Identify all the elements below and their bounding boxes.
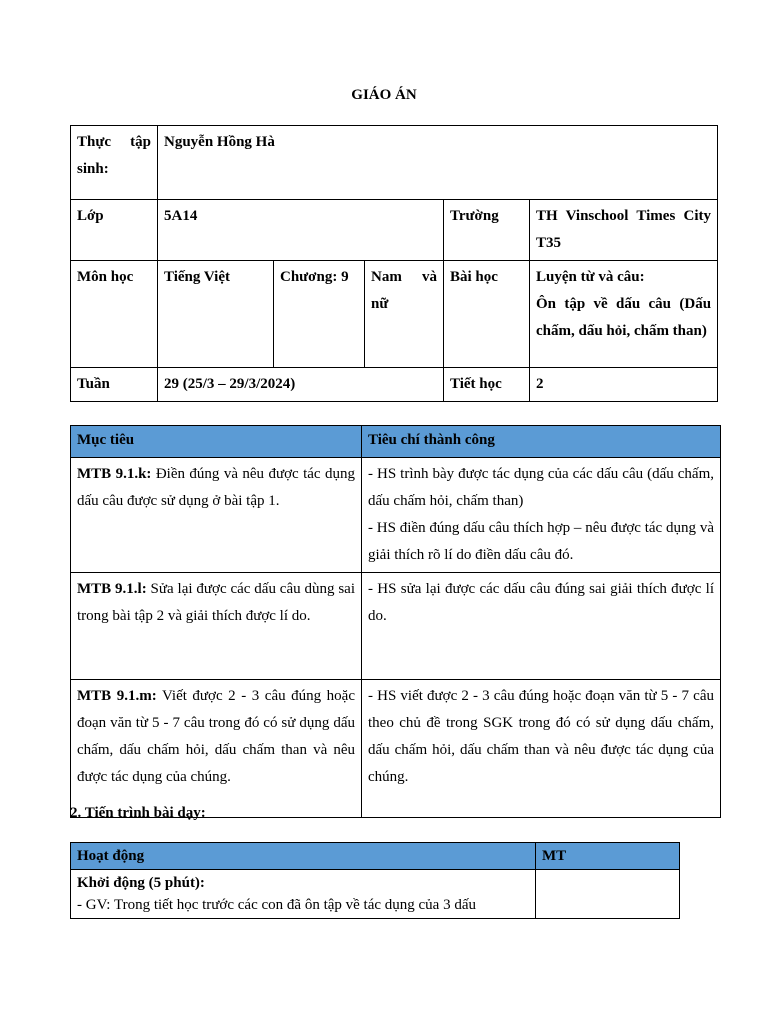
process-header-mt: MT xyxy=(536,843,680,870)
lesson-title: Luyện từ và câu: xyxy=(536,269,645,285)
lesson-value xyxy=(530,261,718,368)
subject-row xyxy=(71,261,718,368)
intern-row xyxy=(71,126,718,200)
objective-criteria xyxy=(362,458,721,573)
lesson-label: Bài học xyxy=(444,261,530,368)
school-label: Trường xyxy=(444,200,530,261)
chapter-label: Chương: 9 xyxy=(274,261,365,368)
process-row xyxy=(71,870,680,919)
week-label: Tuần xyxy=(71,368,158,402)
subject-value: Tiếng Việt xyxy=(158,261,274,368)
period-value: 2 xyxy=(530,368,718,402)
school-value: TH Vinschool Times City T35 xyxy=(530,200,718,261)
objective-criteria xyxy=(362,573,721,680)
criteria-item: - HS sửa lại được các dấu câu đúng sai giải thích được lí do. xyxy=(368,581,714,624)
criteria-item: - HS viết được 2 - 3 câu đúng hoặc đoạn văn từ 5 - 7 câu theo chủ đề trong SGK trong đó có sử dụng dấu chấm, dấu chấm hỏi, dấu chấm than và nêu được tác dụng của chúng. xyxy=(368,688,714,785)
objective-criteria xyxy=(362,680,721,818)
chapter-value: Nam và nữ xyxy=(365,261,444,368)
class-row xyxy=(71,200,718,261)
objectives-header-row xyxy=(71,426,721,458)
intern-label: Thực tập sinh: xyxy=(71,126,158,200)
lesson-topic: Ôn tập về dấu câu (Dấu chấm, dấu hỏi, chấm than) xyxy=(536,296,712,339)
objective-goal xyxy=(71,680,362,818)
criteria-item: - HS điền đúng dấu câu thích hợp – nêu được tác dụng và giải thích rõ lí do điền dấu câu đó. xyxy=(368,520,714,563)
objectives-header-goal: Mục tiêu xyxy=(71,426,362,458)
objectives-header-criteria: Tiêu chí thành công xyxy=(362,426,721,458)
objective-row xyxy=(71,680,721,818)
objective-code: MTB 9.1.m: xyxy=(77,688,157,704)
intern-name: Nguyễn Hồng Hà xyxy=(158,126,718,200)
objective-goal xyxy=(71,573,362,680)
objective-goal-text: Viết được 2 - 3 câu đúng hoặc đoạn văn từ 5 - 7 câu trong đó có sử dụng dấu chấm, dấu chấm hỏi, dấu chấm than và nêu được tác dụng của chúng. xyxy=(77,688,355,785)
lesson-info-table xyxy=(70,125,718,402)
subject-label: Môn học xyxy=(71,261,158,368)
objective-goal-text: Sửa lại được các dấu câu dùng sai trong bài tập 2 và giải thích được lí do. xyxy=(77,581,355,624)
class-label: Lớp xyxy=(71,200,158,261)
process-header-row xyxy=(71,843,680,870)
document-title: GIÁO ÁN xyxy=(351,87,417,103)
objective-code: MTB 9.1.k: xyxy=(77,466,152,482)
activity-title: Khởi động (5 phút): xyxy=(77,875,205,891)
activity-text: - GV: Trong tiết học trước các con đã ôn tập về tác dụng của 3 dấu xyxy=(77,897,477,913)
process-header-activity: Hoạt động xyxy=(71,843,536,870)
period-label: Tiết học xyxy=(444,368,530,402)
class-value: 5A14 xyxy=(158,200,444,261)
week-value: 29 (25/3 – 29/3/2024) xyxy=(158,368,444,402)
objective-code: MTB 9.1.l: xyxy=(77,581,147,597)
criteria-item: - HS trình bày được tác dụng của các dấu câu (dấu chấm, dấu chấm hỏi, chấm than) xyxy=(368,466,714,509)
objective-goal-text: Điền đúng và nêu được tác dụng dấu câu được sử dụng ở bài tập 1. xyxy=(77,466,355,509)
objective-row xyxy=(71,458,721,573)
process-activity xyxy=(71,870,536,919)
process-table xyxy=(70,842,680,919)
objective-goal xyxy=(71,458,362,573)
objectives-table xyxy=(70,425,721,818)
objective-row xyxy=(71,573,721,680)
process-mt xyxy=(536,870,680,919)
week-row xyxy=(71,368,718,402)
section-title: 2. Tiến trình bài dạy: xyxy=(70,805,206,821)
